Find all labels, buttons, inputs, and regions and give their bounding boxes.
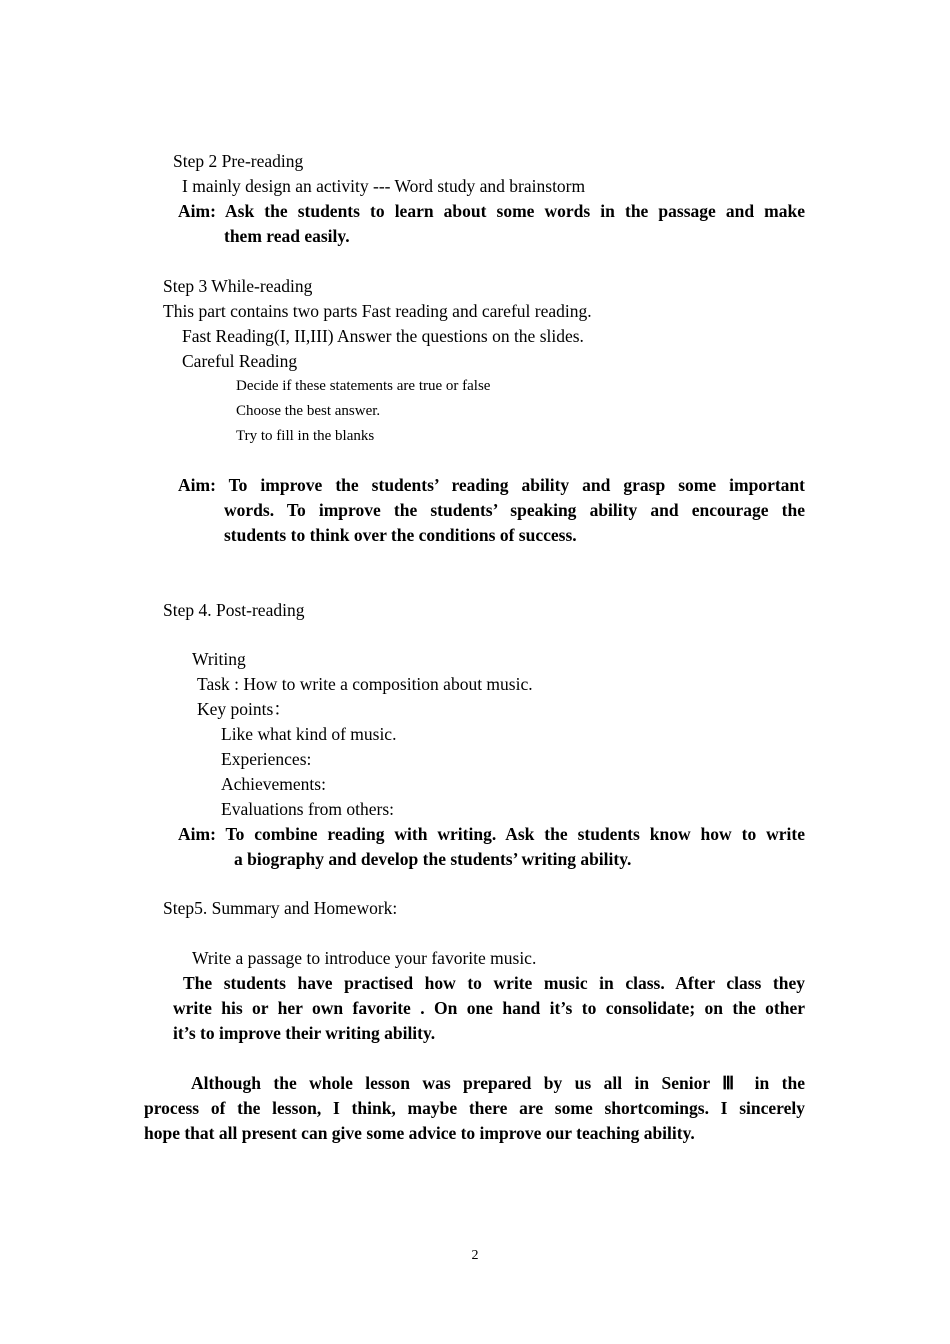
step3-intro: This part contains two parts Fast reading and careful reading. — [163, 301, 592, 321]
step2-aim-line-2: them read easily. — [224, 226, 350, 246]
step5-note-line-2: write his or her own favorite . On one hand it’s to consolidate; on the other — [173, 998, 805, 1018]
step4-task: Task : How to write a composition about music. — [197, 674, 533, 694]
step4-point-item: Experiences: — [221, 749, 312, 769]
step4-writing: Writing — [192, 649, 246, 669]
step2-aim-line-1: Aim: Ask the students to learn about some words in the passage and make — [178, 201, 805, 221]
step4-point-item: Achievements: — [221, 774, 326, 794]
step3-heading: Step 3 While-reading — [163, 276, 313, 296]
step2-heading: Step 2 Pre-reading — [173, 151, 304, 171]
step2-activity: I mainly design an activity --- Word study and brainstorm — [182, 176, 586, 196]
step3-aim-line-1: Aim: To improve the students’ reading ability and grasp some important — [178, 475, 805, 495]
step3-aim-line-2: words. To improve the students’ speaking ability and encourage the — [224, 500, 805, 520]
step5-note-line-3: it’s to improve their writing ability. — [173, 1023, 436, 1043]
step4-point-item: Like what kind of music. — [221, 724, 397, 744]
step4-aim-line-2: a biography and develop the students’ writing ability. — [234, 849, 632, 869]
step3-task-item: Choose the best answer. — [236, 403, 381, 419]
closing-line-1: Although the whole lesson was prepared by us all in Senior Ⅲ in the — [191, 1073, 805, 1093]
step4-key-points: Key points： — [197, 699, 291, 719]
step3-aim-line-3: students to think over the conditions of success. — [224, 525, 577, 545]
closing-line-2: process of the lesson, I think, maybe there are some shortcomings. I sincerely — [144, 1098, 805, 1118]
closing-line-3: hope that all present can give some advice to improve our teaching ability. — [144, 1123, 695, 1143]
step4-aim-line-1: Aim: To combine reading with writing. Ask the students know how to write — [178, 824, 805, 844]
step3-task-item: Decide if these statements are true or false — [236, 378, 491, 394]
step3-task-item: Try to fill in the blanks — [236, 428, 375, 444]
step5-note-line-1: The students have practised how to write music in class. After class they — [183, 973, 805, 993]
step4-heading: Step 4. Post-reading — [163, 600, 305, 620]
page-number: 2 — [471, 1248, 479, 1263]
step5-homework: Write a passage to introduce your favorite music. — [192, 948, 537, 968]
step5-heading: Step5. Summary and Homework: — [163, 898, 398, 918]
step3-careful-reading: Careful Reading — [182, 351, 298, 371]
step4-point-item: Evaluations from others: — [221, 799, 395, 819]
step3-fast-reading: Fast Reading(I, II,III) Answer the questions on the slides. — [182, 326, 584, 346]
